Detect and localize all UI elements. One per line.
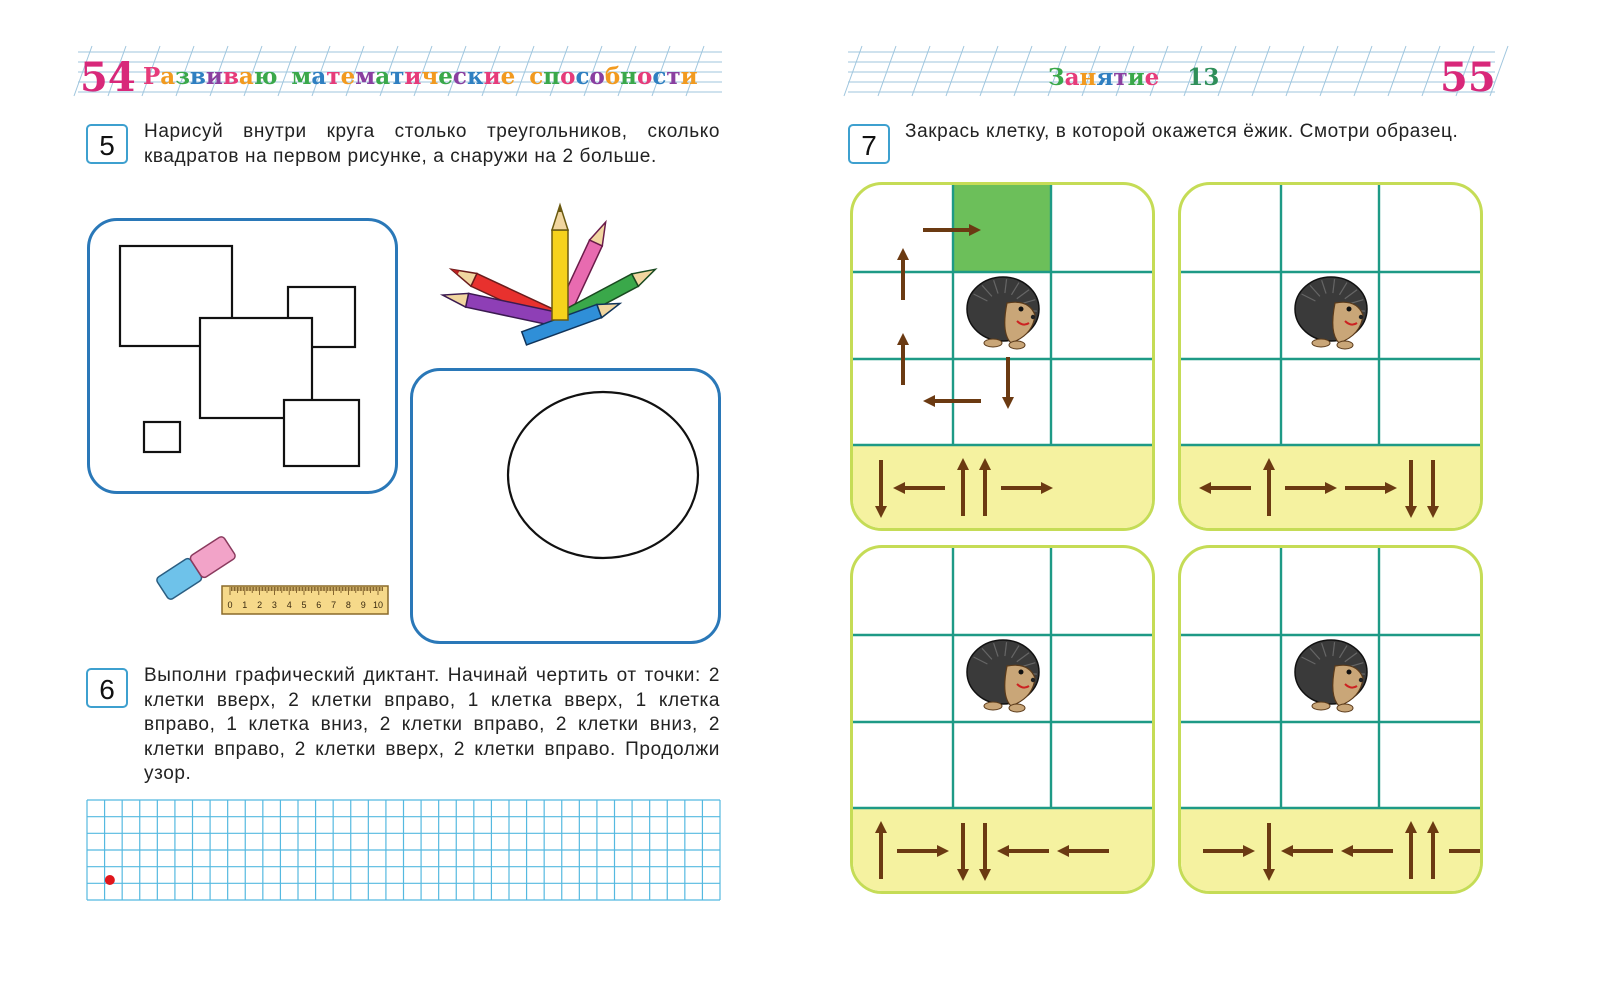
lesson-number: 13: [1187, 64, 1220, 91]
task-number-7: 7: [848, 124, 890, 164]
hedgehog-card-a: [1178, 182, 1483, 531]
ruler-label: 3: [271, 600, 277, 610]
grid-cell[interactable]: [853, 635, 953, 722]
grid-cell[interactable]: [1051, 548, 1152, 635]
card-graphic: [853, 185, 1155, 531]
ruler-label: 2: [257, 600, 263, 610]
grid-cell[interactable]: [853, 722, 953, 808]
hedgehog-card-b: [850, 545, 1155, 894]
page-number-left: 54: [80, 54, 136, 101]
grid-cell[interactable]: [1181, 548, 1281, 635]
title-word: Развиваю: [143, 63, 278, 90]
grid-cell[interactable]: [1379, 635, 1480, 722]
graph-paper-grid[interactable]: [0, 0, 800, 996]
grid-cell[interactable]: [1181, 635, 1281, 722]
task7-instructions: Закрась клетку, в которой окажется ёжик. Смотри образец.: [905, 121, 1459, 142]
title-word: способности: [529, 63, 698, 90]
grid-cell[interactable]: [853, 548, 953, 635]
ruler-label: 7: [331, 600, 337, 610]
grid-cell[interactable]: [953, 722, 1051, 808]
card-graphic: [853, 548, 1155, 894]
grid-cell[interactable]: [953, 548, 1051, 635]
task-number-5: 5: [86, 124, 128, 164]
grid-cell[interactable]: [1281, 185, 1379, 272]
ruler-label: 0: [227, 600, 233, 610]
ruler-label: 9: [360, 600, 366, 610]
grid-cell[interactable]: [1281, 548, 1379, 635]
grid-cell[interactable]: [1181, 722, 1281, 808]
start-point: [105, 875, 115, 885]
grid-cell[interactable]: [1281, 359, 1379, 445]
ruler-label: 1: [242, 600, 248, 610]
ruler-label: 10: [372, 600, 384, 610]
ruler-label: 8: [345, 600, 351, 610]
hedgehog-card-c: [1178, 545, 1483, 894]
card-graphic: [1181, 548, 1483, 894]
grid-cell[interactable]: [1281, 722, 1379, 808]
grid-cell[interactable]: [1051, 359, 1152, 445]
task5-instructions: Нарисуй внутри круга столько треугольников, сколько квадратов на первом рисунке, а снаружи на 2 больше.: [144, 121, 720, 167]
ruler-label: 4: [286, 600, 292, 610]
grid-cell[interactable]: [1379, 272, 1480, 359]
grid-cell[interactable]: [1379, 185, 1480, 272]
grid-cell[interactable]: [1051, 635, 1152, 722]
card-graphic: [1181, 185, 1483, 531]
right-page: [800, 0, 1603, 996]
grid-cell[interactable]: [1181, 359, 1281, 445]
grid-cell[interactable]: [1379, 722, 1480, 808]
task6-instructions: Выполни графический диктант. Начинай чертить от точки: 2 клетки вверх, 2 клетки вправо, 1 клетка вверх, 1 клетка вправо, 1 клетка вниз, 2 клетки вправо, 2 клетки вниз, 2 клетки вправо, 2 клетки вверх, 2 клетки вправо. Продолжи узор.: [144, 665, 720, 784]
lesson-word: Занятие: [1048, 64, 1160, 91]
grid-cell[interactable]: [1379, 548, 1480, 635]
grid-cell[interactable]: [1051, 185, 1152, 272]
ruler-label: 5: [301, 600, 307, 610]
grid-cell[interactable]: [1051, 722, 1152, 808]
lesson-title: [1048, 66, 1219, 89]
grid-cell[interactable]: [1181, 185, 1281, 272]
title-word: математические: [291, 63, 516, 90]
page-number-right: 55: [1440, 54, 1496, 101]
grid-cell[interactable]: [1181, 272, 1281, 359]
grid-cell[interactable]: [1379, 359, 1480, 445]
grid-cell[interactable]: [1051, 272, 1152, 359]
left-page: [0, 0, 800, 996]
ruler-label: 6: [316, 600, 322, 610]
task-number-6: 6: [86, 668, 128, 708]
hedgehog-card-example: [850, 182, 1155, 531]
